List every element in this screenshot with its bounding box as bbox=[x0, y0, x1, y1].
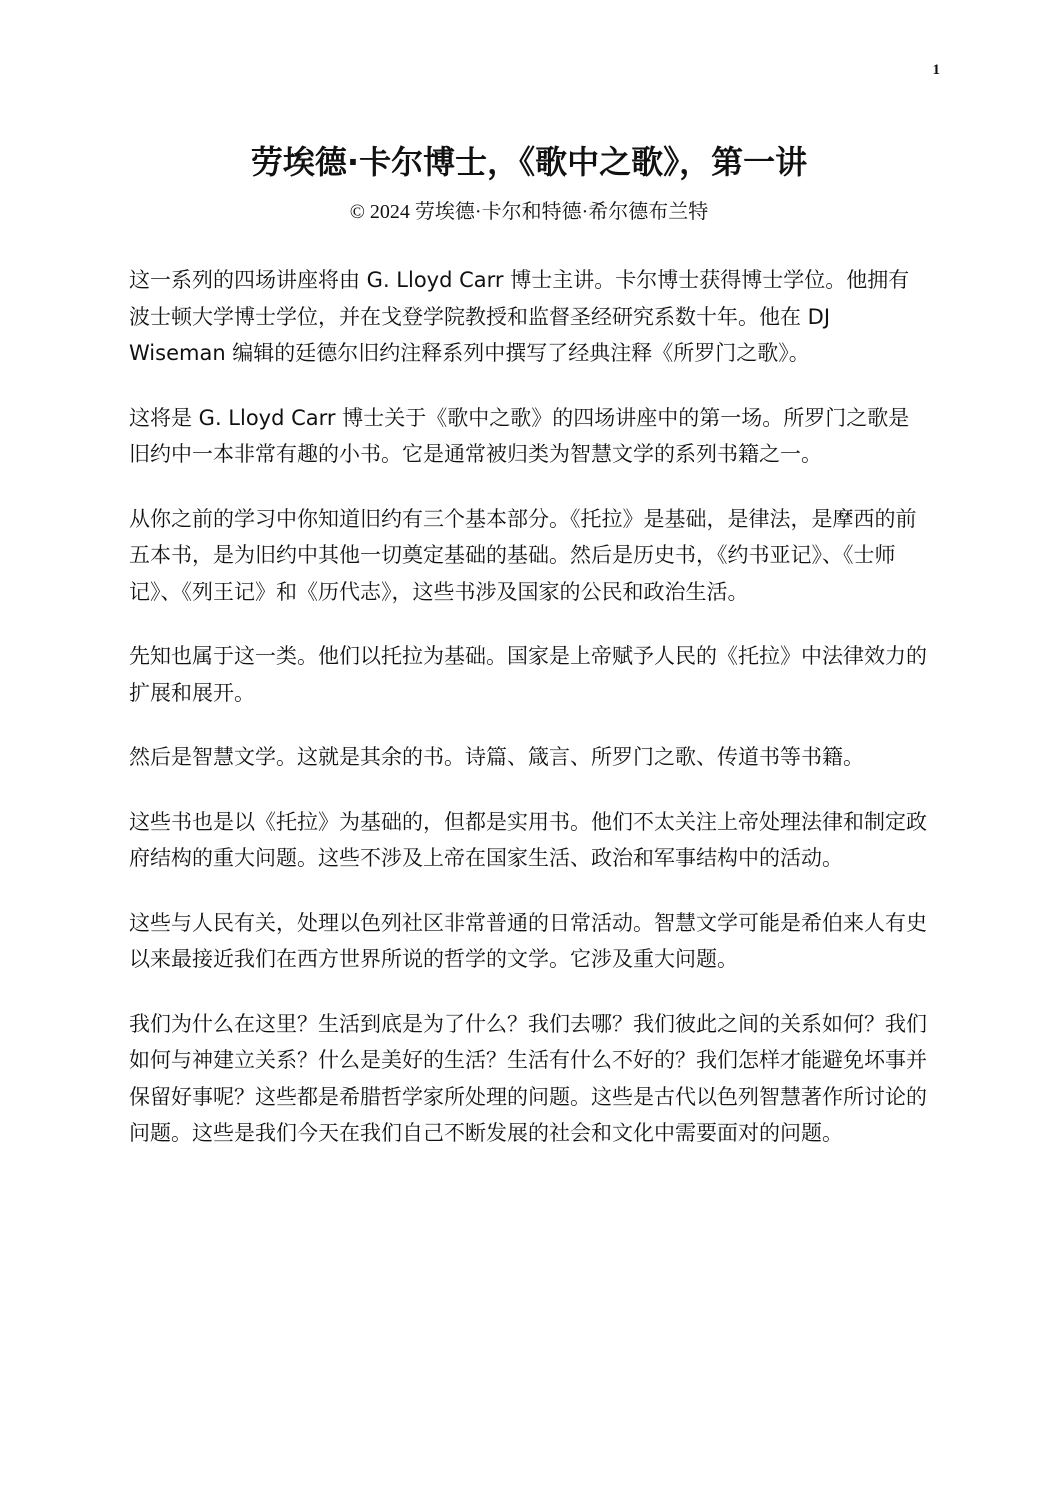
body-text bbox=[129, 262, 929, 1180]
paragraph-big-questions: 我们为什么在这里？生活到底是为了什么？我们去哪？我们彼此之间的关系如何？我们如何与神建立关系？什么是美好的生活？生活有什么不好的？我们怎样才能避免坏事并保留好事呢？这些都是希腊哲学家所处理的问题。这些是古代以色列智慧著作所讨论的问题。这些是我们今天在我们自己不断发展的社会和文化中需要面对的问题。 bbox=[129, 1011, 927, 1145]
paragraph-prophets: 先知也属于这一类。他们以托拉为基础。国家是上帝赋予人民的《托拉》中法律效力的扩展和展开。 bbox=[129, 644, 927, 705]
paragraph-wisdom-literature: 然后是智慧文学。这就是其余的书。诗篇、箴言、所罗门之歌、传道书等书籍。 bbox=[129, 745, 864, 769]
page-title: 劳埃德·卡尔博士，《歌中之歌》，第一讲 bbox=[250, 143, 808, 181]
copyright-line: © 2024 劳埃德·卡尔和特德·希尔德布兰特 bbox=[349, 201, 709, 223]
paragraph-everyday-life: 这些与人民有关，处理以色列社区非常普通的日常活动。智慧文学可能是希伯来人有史以来最接近我们在西方世界所说的哲学的文学。它涉及重大问题。 bbox=[129, 910, 927, 971]
paragraph-practical-books: 这些书也是以《托拉》为基础的，但都是实用书。他们不太关注上帝处理法律和制定政府结构的重大问题。这些不涉及上帝在国家生活、政治和军事结构中的活动。 bbox=[129, 809, 927, 870]
paragraph-first-lecture: 这将是 G. Lloyd Carr 博士关于《歌中之歌》的四场讲座中的第一场。所罗门之歌是旧约中一本非常有趣的小书。它是通常被归类为智慧文学的系列书籍之一。 bbox=[129, 405, 910, 466]
paragraph-intro: 这一系列的四场讲座将由 G. Lloyd Carr 博士主讲。卡尔博士获得博士学位。他拥有波士顿大学博士学位，并在戈登学院教授和监督圣经研究系数十年。他在 DJ Wiseman 编辑的廷德尔旧约注释系列中撰写了经典注释《所罗门之歌》。 bbox=[129, 268, 910, 365]
page-number: 1 bbox=[932, 62, 940, 78]
paragraph-old-testament-parts: 从你之前的学习中你知道旧约有三个基本部分。《托拉》是基础，是律法，是摩西的前五本书，是为旧约中其他一切奠定基础的基础。然后是历史书，《约书亚记》、《士师记》、《列王记》和《历代志》，这些书涉及国家的公民和政治生活。 bbox=[129, 506, 917, 604]
